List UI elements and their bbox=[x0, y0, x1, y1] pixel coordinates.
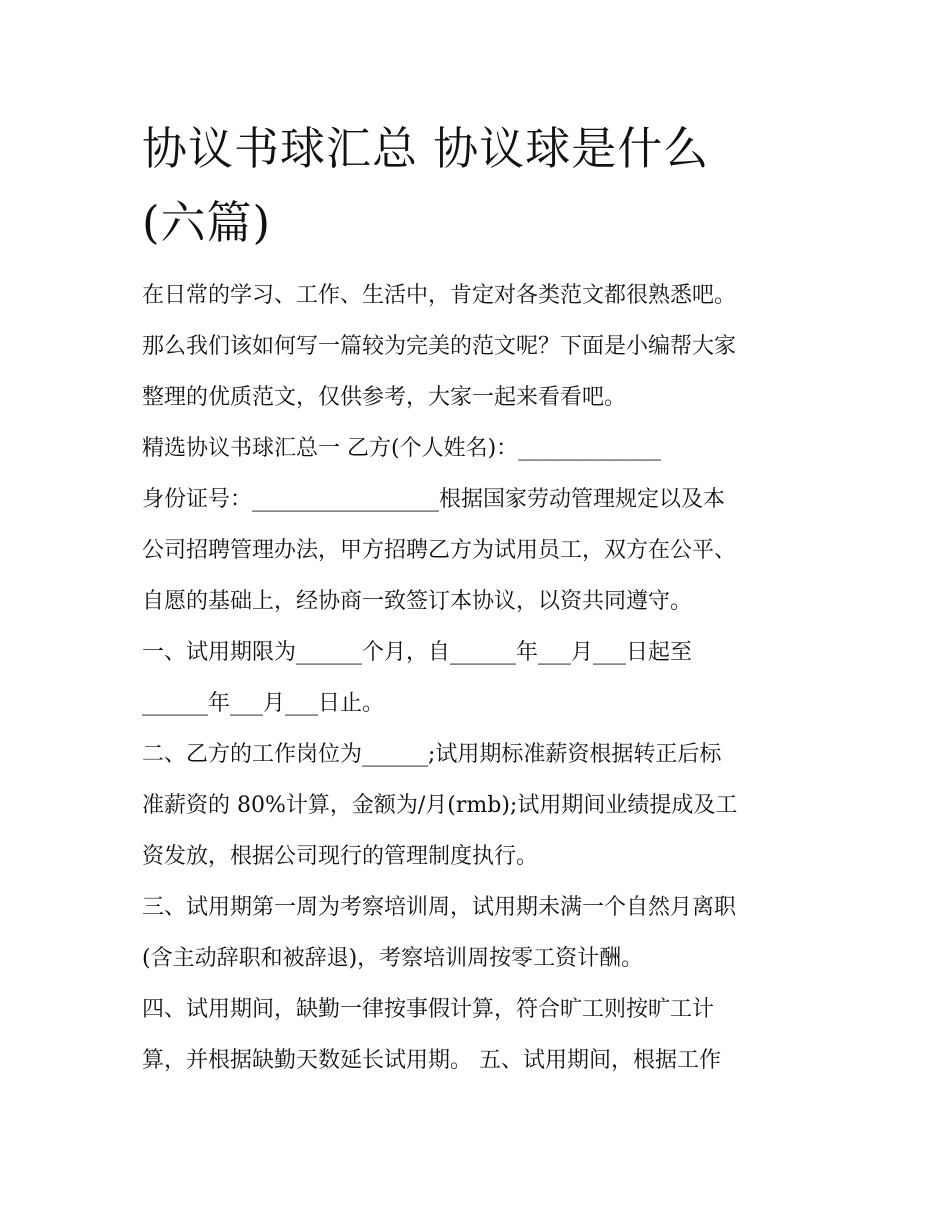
body-line-9: ______年___月___日止。 bbox=[142, 691, 385, 716]
title-line-2: (六篇) bbox=[142, 196, 272, 249]
body-line-2: 那么我们该如何写一篇较为完美的范文呢？下面是小编帮大家 bbox=[142, 334, 737, 359]
body-line-1: 在日常的学习、工作、生活中，肯定对各类范文都很熟悉吧。 bbox=[142, 283, 737, 308]
body-line-7: 自愿的基础上，经协商一致签订本协议，以资共同遵守。 bbox=[142, 589, 693, 614]
body-line-11: 准薪资的 80%计算，金额为/月(rmb);试用期间业绩提成及工 bbox=[142, 793, 738, 818]
body-line-14: (含主动辞职和被辞退)，考察培训周按零工资计酬。 bbox=[142, 946, 644, 971]
body-line-13: 三、试用期第一周为考察培训周，试用期未满一个自然月离职 bbox=[142, 895, 737, 920]
body-line-12: 资发放，根据公司现行的管理制度执行。 bbox=[142, 844, 539, 869]
body-line-3: 整理的优质范文，仅供参考，大家一起来看看吧。 bbox=[142, 385, 627, 410]
body-line-8: 一、试用期限为______个月，自______年___月___日起至 bbox=[142, 640, 693, 665]
document-page bbox=[142, 112, 822, 1086]
title-line-1: 协议书球汇总 协议球是什么 bbox=[142, 122, 710, 175]
body-line-6: 公司招聘管理办法，甲方招聘乙方为试用员工，双方在公平、 bbox=[142, 538, 737, 563]
body-line-10: 二、乙方的工作岗位为______;试用期标准薪资根据转正后标 bbox=[142, 742, 722, 767]
body-line-15: 四、试用期间，缺勤一律按事假计算，符合旷工则按旷工计 bbox=[142, 997, 715, 1022]
body-line-5: 身份证号：_________________根据国家劳动管理规定以及本 bbox=[142, 487, 726, 512]
document-title bbox=[142, 112, 822, 260]
document-body bbox=[142, 270, 822, 1086]
body-line-16: 算，并根据缺勤天数延长试用期。 五、试用期间，根据工作 bbox=[142, 1048, 721, 1073]
body-line-4: 精选协议书球汇总一 乙方(个人姓名)：_____________ bbox=[142, 436, 662, 461]
